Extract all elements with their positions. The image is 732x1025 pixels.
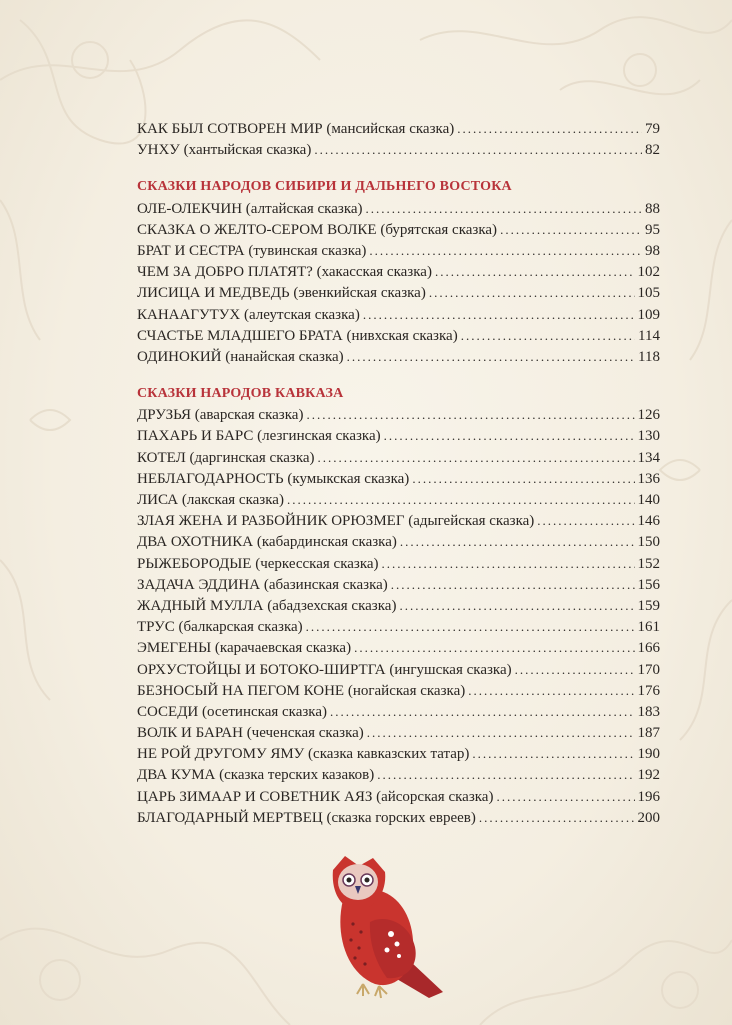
dot-leader — [377, 764, 634, 785]
toc-entry-page-number: 82 — [645, 142, 660, 159]
dot-leader — [354, 637, 634, 658]
dot-leader — [468, 680, 634, 701]
toc-entry-page-number: 196 — [637, 788, 660, 805]
toc-entry-title: СКАЗКА О ЖЕЛТО-СЕРОМ ВОЛКЕ (бурятская сказка) — [137, 221, 498, 238]
toc-entry-title: ОДИНОКИЙ (нанайская сказка) — [137, 348, 344, 365]
toc-entry — [137, 425, 660, 446]
toc-entry — [137, 219, 660, 240]
toc-entry — [137, 616, 660, 637]
dot-leader — [472, 743, 634, 764]
dot-leader — [500, 219, 642, 240]
toc-entry — [137, 468, 660, 489]
toc-entry-title: ЧЕМ ЗА ДОБРО ПЛАТЯТ? (хакасская сказка) — [137, 264, 432, 281]
dot-leader — [399, 595, 634, 616]
toc-entry-page-number: 150 — [637, 534, 660, 551]
dot-leader — [479, 807, 635, 828]
toc-entry-page-number: 190 — [637, 746, 660, 763]
toc-entry — [137, 139, 660, 160]
toc-entry — [137, 261, 660, 282]
section-heading: СКАЗКИ НАРОДОВ КАВКАЗА — [137, 386, 344, 402]
toc-entry-page-number: 170 — [637, 661, 660, 678]
toc-entry — [137, 743, 660, 764]
toc-entry — [137, 240, 660, 261]
toc-entry — [137, 531, 660, 552]
toc-entry — [137, 807, 660, 828]
dot-leader — [366, 198, 642, 219]
toc-entry-title: ЖАДНЫЙ МУЛЛА (абадзехская сказка) — [137, 597, 397, 614]
toc-entry-page-number: 192 — [637, 767, 660, 784]
dot-leader — [382, 553, 635, 574]
toc-entry-page-number: 79 — [645, 121, 660, 137]
toc-entry — [137, 574, 660, 595]
dot-leader — [429, 282, 635, 303]
toc-entry-page-number: 118 — [638, 348, 660, 365]
toc-entry — [137, 510, 660, 531]
toc-entry — [137, 595, 660, 616]
owl-icon — [325, 852, 451, 1000]
toc-entry — [137, 680, 660, 701]
toc-entry-title: ДВА КУМА (сказка терских казаков) — [137, 767, 375, 784]
toc-entry — [137, 325, 660, 346]
toc-entry-page-number: 114 — [638, 327, 660, 344]
toc-entry-title: КАНААГУТУХ (алеутская сказка) — [137, 306, 360, 323]
dot-leader — [400, 531, 635, 552]
toc-entry-title: ЗЛАЯ ЖЕНА И РАЗБОЙНИК ОРЮЗМЕГ (адыгейская сказка) — [137, 513, 535, 530]
dot-leader — [330, 701, 634, 722]
toc-entry-title: ДВА ОХОТНИКА (кабардинская сказка) — [137, 534, 397, 551]
toc-entry — [137, 118, 660, 139]
toc-entry-title: КАК БЫЛ СОТВОРЕН МИР (мансийская сказка) — [137, 121, 455, 137]
toc-entry — [137, 722, 660, 743]
toc-entry-title: ДРУЗЬЯ (аварская сказка) — [137, 407, 304, 424]
toc-entry-page-number: 105 — [637, 285, 660, 302]
toc-entry-title: БРАТ И СЕСТРА (тувинская сказка) — [137, 242, 367, 259]
toc-entry-title: РЫЖЕБОРОДЫЕ (черкесская сказка) — [137, 555, 379, 572]
toc-entry-title: УНХУ (хантыйская сказка) — [137, 142, 312, 159]
toc-entry-page-number: 187 — [637, 725, 660, 742]
toc-sections — [137, 176, 660, 828]
dot-leader — [496, 786, 634, 807]
dot-leader — [367, 722, 635, 743]
toc-entry — [137, 553, 660, 574]
toc-entry — [137, 637, 660, 658]
toc-entry-title: ОЛЕ-ОЛЕКЧИН (алтайская сказка) — [137, 200, 363, 217]
dot-leader — [391, 574, 635, 595]
toc-entry-title: СОСЕДИ (осетинская сказка) — [137, 703, 328, 720]
toc-entry — [137, 404, 660, 425]
toc-entry — [137, 447, 660, 468]
toc-entry-page-number: 152 — [637, 555, 660, 572]
toc-entry-page-number: 156 — [637, 576, 660, 593]
dot-leader — [457, 118, 642, 139]
dot-leader — [369, 240, 642, 261]
toc-entry-page-number: 88 — [645, 200, 660, 217]
dot-leader — [515, 659, 635, 680]
toc-entry — [137, 489, 660, 510]
dot-leader — [384, 425, 635, 446]
dot-leader — [461, 325, 635, 346]
toc-entry-title: СЧАСТЬЕ МЛАДШЕГО БРАТА (нивхская сказка) — [137, 327, 458, 344]
toc-entry-page-number: 183 — [637, 703, 660, 720]
section-heading: СКАЗКИ НАРОДОВ СИБИРИ И ДАЛЬНЕГО ВОСТОКА — [137, 179, 512, 195]
toc-entry-page-number: 140 — [637, 492, 660, 508]
toc-entry-title: НЕ РОЙ ДРУГОМУ ЯМУ (сказка кавказских татар) — [137, 746, 470, 763]
toc-entry-title: КОТЕЛ (даргинская сказка) — [137, 449, 315, 466]
toc-entry — [137, 764, 660, 785]
toc-entry-page-number: 102 — [637, 264, 660, 281]
toc-entry-title: ЛИСИЦА И МЕДВЕДЬ (эвенкийская сказка) — [137, 285, 426, 302]
table-of-contents — [137, 118, 660, 828]
dot-leader — [537, 510, 634, 531]
toc-entry-page-number: 200 — [637, 809, 660, 826]
toc-entry-title: НЕБЛАГОДАРНОСТЬ (кумыкская сказка) — [137, 470, 410, 487]
toc-entry-title: ЭМЕГЕНЫ (карачаевская сказка) — [137, 640, 352, 657]
toc-entry-page-number: 109 — [637, 306, 660, 323]
toc-entry-page-number: 136 — [637, 470, 660, 487]
toc-entry-page-number: 98 — [645, 242, 660, 259]
dot-leader — [347, 346, 635, 367]
toc-entry-page-number: 146 — [637, 513, 660, 530]
toc-entry — [137, 786, 660, 807]
toc-entry-title: БЕЗНОСЫЙ НА ПЕГОМ КОНЕ (ногайская сказка) — [137, 682, 466, 699]
dot-leader — [318, 447, 635, 468]
toc-entry-page-number: 159 — [637, 597, 660, 614]
toc-intro-group — [137, 118, 660, 160]
toc-entry-title: ОРХУСТОЙЦЫ И БОТОКО-ШИРТГА (ингушская сказка) — [137, 661, 512, 678]
toc-entry-page-number: 130 — [637, 428, 660, 445]
dot-leader — [314, 139, 642, 160]
toc-entry-title: БЛАГОДАРНЫЙ МЕРТВЕЦ (сказка горских евреев) — [137, 809, 476, 826]
toc-entry — [137, 346, 660, 367]
toc-entry-title: ТРУС (балкарская сказка) — [137, 619, 303, 636]
toc-entry-page-number: 176 — [637, 682, 660, 699]
toc-entry-page-number: 126 — [637, 407, 660, 424]
dot-leader — [435, 261, 635, 282]
toc-entry — [137, 198, 660, 219]
toc-entry-page-number: 95 — [645, 221, 660, 238]
toc-entry-page-number: 161 — [637, 619, 660, 636]
toc-entry — [137, 701, 660, 722]
toc-entry-title: ЛИСА (лакская сказка) — [137, 492, 284, 508]
toc-entry-title: ЦАРЬ ЗИМААР И СОВЕТНИК АЯЗ (айсорская сказка) — [137, 788, 494, 805]
dot-leader — [287, 489, 635, 510]
dot-leader — [306, 616, 635, 637]
dot-leader — [412, 468, 634, 489]
toc-entry-title: ПАХАРЬ И БАРС (лезгинская сказка) — [137, 428, 381, 445]
toc-entry — [137, 282, 660, 303]
dot-leader — [363, 304, 635, 325]
dot-leader — [306, 404, 634, 425]
toc-entry-page-number: 166 — [637, 640, 660, 657]
toc-entry — [137, 304, 660, 325]
toc-entry-title: ВОЛК И БАРАН (чеченская сказка) — [137, 725, 364, 742]
toc-entry-title: ЗАДАЧА ЭДДИНА (абазинская сказка) — [137, 576, 388, 593]
toc-entry — [137, 659, 660, 680]
toc-entry-page-number: 134 — [637, 449, 660, 466]
